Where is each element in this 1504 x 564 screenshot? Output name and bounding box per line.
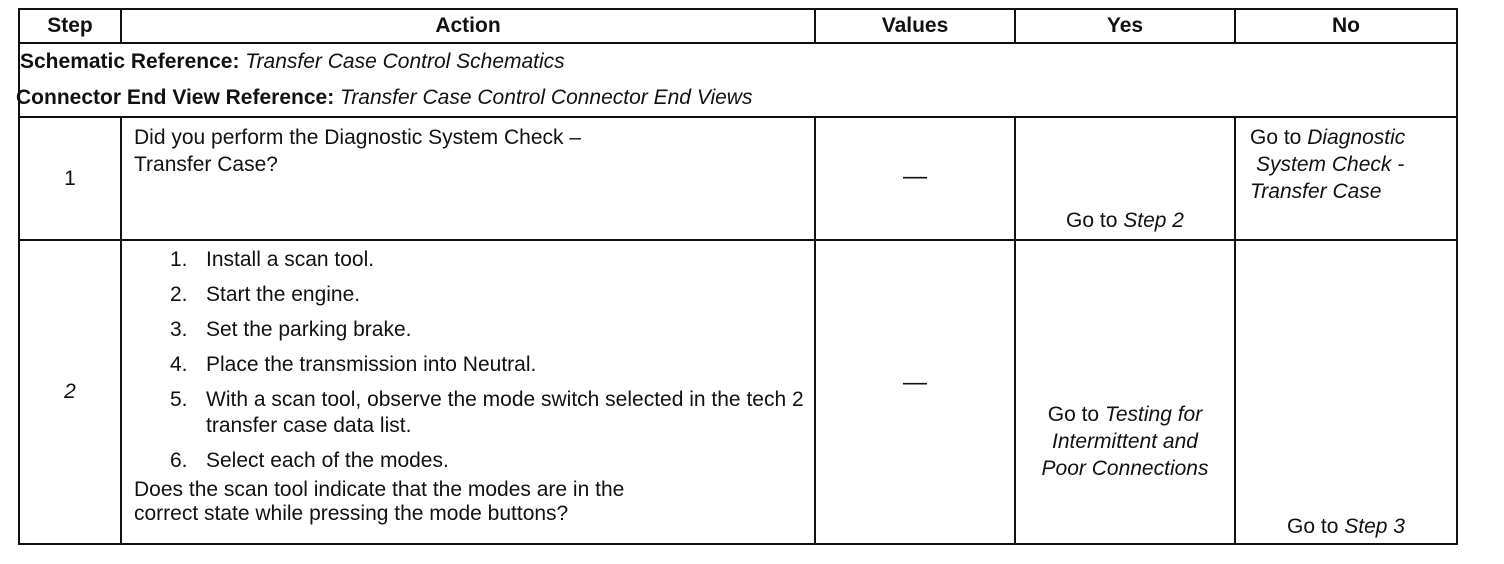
schematic-reference bbox=[20, 44, 1456, 80]
step-2-action bbox=[121, 240, 815, 544]
connector-reference-label: Connector End View Reference: bbox=[16, 86, 335, 109]
connector-reference bbox=[16, 80, 1456, 116]
step-1-yes bbox=[1015, 117, 1235, 240]
header-action: Action bbox=[121, 9, 815, 43]
header-yes: Yes bbox=[1015, 9, 1235, 43]
diagnostic-table bbox=[18, 8, 1458, 545]
step-2-values bbox=[815, 240, 1015, 544]
step-2-no bbox=[1235, 240, 1457, 544]
substep-5: 5. With a scan tool, observe the mode switch selected in the tech 2 transfer case data list. bbox=[170, 388, 804, 437]
schematic-reference-label: Schematic Reference: bbox=[20, 50, 240, 73]
step-1-values-dash: — bbox=[903, 162, 927, 190]
step-1-action bbox=[121, 117, 815, 240]
reference-cell bbox=[16, 43, 1457, 117]
step-2-no-text: Go to Step 3 bbox=[1287, 515, 1405, 538]
substep-1: 1. Install a scan tool. bbox=[170, 248, 375, 271]
step-2-yes-link-line2[interactable]: Intermittent and bbox=[1052, 430, 1198, 453]
step-2-substep-list bbox=[134, 243, 804, 474]
substep-3: 3. Set the parking brake. bbox=[170, 318, 412, 341]
step-2-yes-text: Go to Testing for Intermittent and Poor Connections bbox=[1041, 403, 1209, 480]
substep-2: 2. Start the engine. bbox=[170, 283, 361, 306]
step-1-no-link-line2[interactable]: System Check - bbox=[1256, 153, 1405, 176]
step-2-row bbox=[19, 240, 1457, 544]
step-1-yes-link[interactable]: Step 2 bbox=[1123, 209, 1184, 232]
step-1-number: 1 bbox=[19, 117, 121, 240]
step-1-no-link-line3[interactable]: Transfer Case bbox=[1250, 180, 1382, 203]
header-no: No bbox=[1235, 9, 1457, 43]
header-step: Step bbox=[19, 9, 121, 43]
step-1-action-line2: Transfer Case? bbox=[134, 153, 278, 176]
step-2-number: 2 bbox=[64, 380, 76, 403]
step-2-yes bbox=[1015, 240, 1235, 544]
reference-row bbox=[19, 43, 1457, 117]
step-1-no-text bbox=[1236, 118, 1456, 205]
header-values: Values bbox=[815, 9, 1015, 43]
connector-reference-link[interactable]: Transfer Case Control Connector End Views bbox=[340, 86, 753, 109]
step-2-values-dash: — bbox=[903, 369, 927, 396]
step-2-yes-link-line3[interactable]: Poor Connections bbox=[1041, 457, 1209, 480]
step-2-number-cell bbox=[19, 240, 121, 544]
step-2-question: Does the scan tool indicate that the modes are in the correct state while pressing the mode buttons? bbox=[134, 478, 625, 525]
header-row bbox=[19, 9, 1457, 43]
step-1-no bbox=[1235, 117, 1457, 240]
step-1-action-line1: Did you perform the Diagnostic System Check – bbox=[134, 126, 582, 149]
step-1-values bbox=[815, 117, 1015, 240]
schematic-reference-link[interactable]: Transfer Case Control Schematics bbox=[245, 50, 565, 73]
substep-6: 6. Select each of the modes. bbox=[170, 449, 449, 472]
step-2-yes-link-line1[interactable]: Testing for bbox=[1104, 403, 1203, 426]
step-1-no-link-line1[interactable]: Diagnostic bbox=[1307, 126, 1406, 149]
step-1-yes-prefix: Go to bbox=[1066, 209, 1124, 232]
step-1-no-prefix: Go to bbox=[1250, 126, 1308, 149]
step-1-yes-text bbox=[1016, 209, 1234, 233]
step-2-no-link[interactable]: Step 3 bbox=[1344, 515, 1405, 538]
substep-4: 4. Place the transmission into Neutral. bbox=[170, 353, 537, 376]
step-1-row bbox=[19, 117, 1457, 240]
